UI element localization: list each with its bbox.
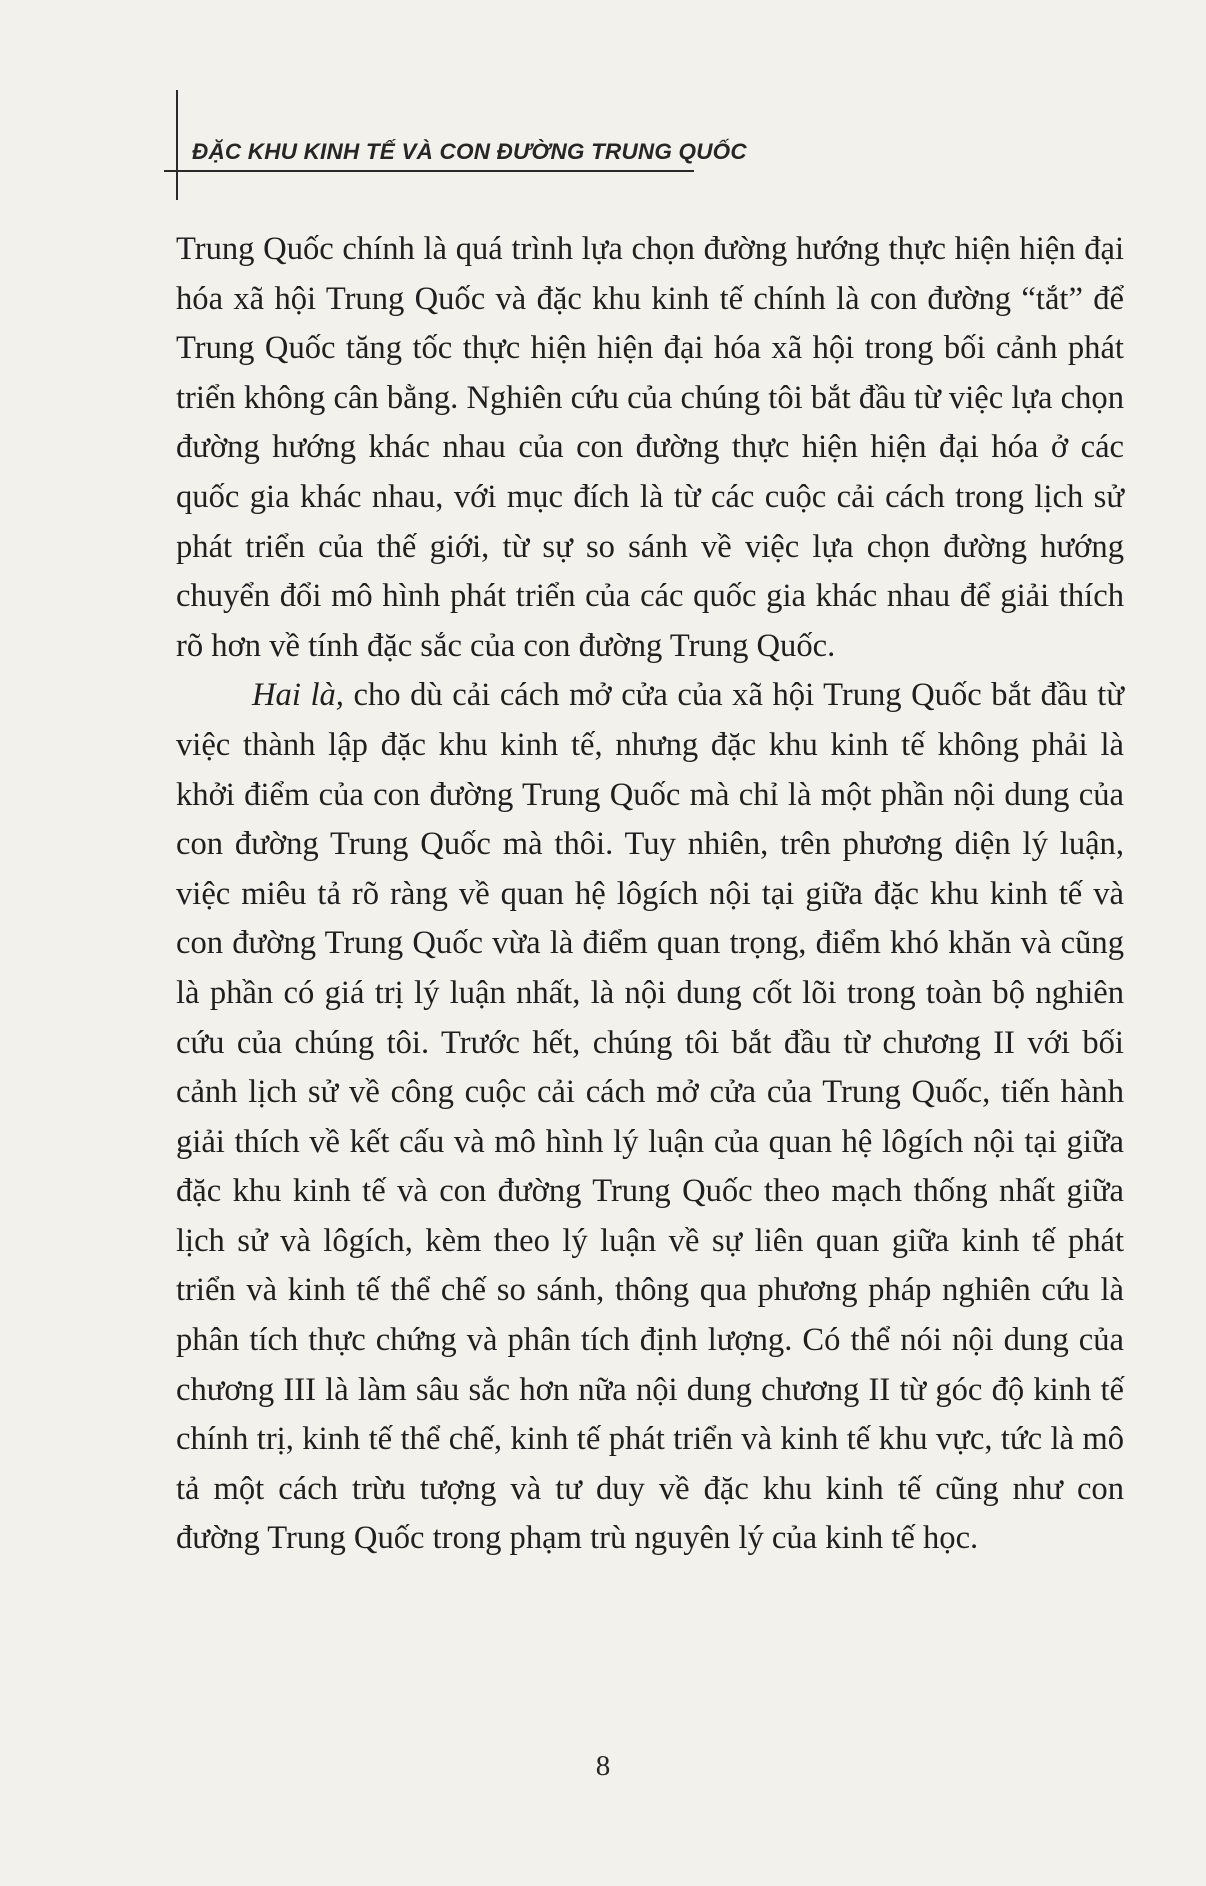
page-number: 8: [595, 1750, 611, 1782]
paragraph-1: Trung Quốc chính là quá trình lựa chọn đường hướng thực hiện hiện đại hóa xã hội Trung Quốc và đặc khu kinh tế chính là con đường “tắt” để Trung Quốc tăng tốc thực hiện hiện đại hóa xã hội trong bối cảnh phát triển không cân bằng. Nghiên cứu của chúng tôi bắt đầu từ việc lựa chọn đường hướng khác nhau của con đường thực hiện hiện đại hóa ở các quốc gia khác nhau, với mục đích là từ các cuộc cải cách trong lịch sử phát triển của thế giới, từ sự so sánh về việc lựa chọn đường hướng chuyển đổi mô hình phát triển của các quốc gia khác nhau để giải thích rõ hơn về tính đặc sắc của con đường Trung Quốc.: [176, 231, 1124, 664]
running-header-title: ĐẶC KHU KINH TẾ VÀ CON ĐƯỜNG TRUNG QUỐC: [192, 139, 747, 164]
paragraph-2-text: cho dù cải cách mở cửa của xã hội Trung Quốc bắt đầu từ việc thành lập đặc khu kinh tế, nhưng đặc khu kinh tế không phải là khởi điểm của con đường Trung Quốc mà chỉ là một phần nội dung của con đường Trung Quốc mà thôi. Tuy nhiên, trên phương diện lý luận, việc miêu tả rõ ràng về quan hệ lôgích nội tại giữa đặc khu kinh tế và con đường Trung Quốc vừa là điểm quan trọng, điểm khó khăn và cũng là phần có giá trị lý luận nhất, là nội dung cốt lõi trong toàn bộ nghiên cứu của chúng tôi. Trước hết, chúng tôi bắt đầu từ chương II với bối cảnh lịch sử về công cuộc cải cách mở cửa của Trung Quốc, tiến hành giải thích về kết cấu và mô hình lý luận của quan hệ lôgích nội tại giữa đặc khu kinh tế và con đường Trung Quốc theo mạch thống nhất giữa lịch sử và lôgích, kèm theo lý luận về sự liên quan giữa kinh tế phát triển và kinh tế thể chế so sánh, thông qua phương pháp nghiên cứu là phân tích thực chứng và phân tích định lượng. Có thể nói nội dung của chương III là làm sâu sắc hơn nữa nội dung chương II từ góc độ kinh tế chính trị, kinh tế thể chế, kinh tế phát triển và kinh tế khu vực, tức là mô tả một cách trừu tượng và tư duy về đặc khu kinh tế cũng như con đường Trung Quốc trong phạm trù nguyên lý của kinh tế học.: [176, 677, 1124, 1557]
header-horizontal-rule: [164, 170, 694, 172]
body-text: [176, 225, 1124, 1564]
paragraph-2-lead: Hai là,: [252, 677, 344, 714]
header-vertical-rule: [176, 90, 178, 200]
paragraph-2: [176, 671, 1124, 1564]
